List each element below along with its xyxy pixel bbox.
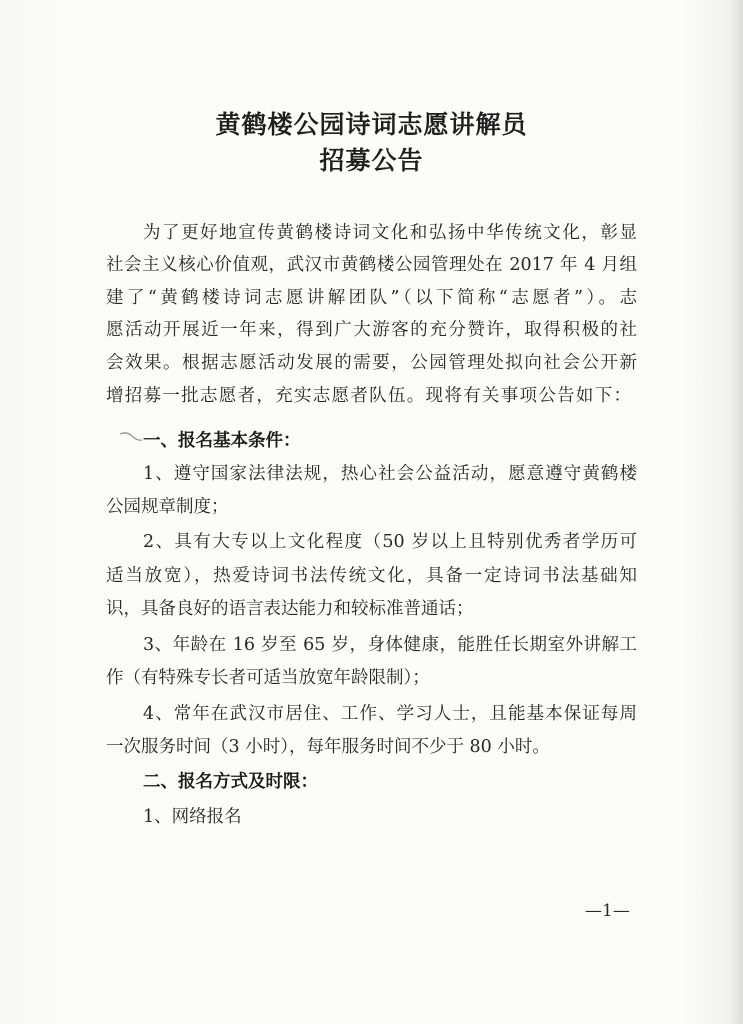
page-number: —1—	[585, 901, 630, 921]
section-1-item-1-line-1: 1、遵守国家法律法规，热心社会公益活动，愿意遵守黄鹤楼	[143, 464, 637, 484]
section-1-item-4-line-2: 一次服务时间（3 小时），每年服务时间不少于 80 小时。	[106, 737, 550, 757]
section-1-item-2-line-1: 2、具有大专以上文化程度（50 岁以上且特别优秀者学历可	[143, 532, 637, 552]
intro-line-5: 会效果。根据志愿活动发展的需要，公园管理处拟向社会公开新	[106, 353, 637, 373]
handwritten-tick-icon	[118, 428, 144, 444]
document-title-line-1: 黄鹤楼公园诗词志愿讲解员	[215, 110, 528, 139]
intro-line-1: 为了更好地宣传黄鹤楼诗词文化和弘扬中华传统文化，彰显	[143, 223, 637, 243]
section-1-heading: 一、报名基本条件：	[143, 431, 301, 451]
document-title-line-2: 招募公告	[319, 146, 424, 175]
intro-line-4: 愿活动开展近一年来，得到广大游客的充分赞许，取得积极的社	[106, 320, 637, 340]
section-1-item-4-line-1: 4、常年在武汉市居住、工作、学习人士，且能基本保证每周	[143, 704, 637, 724]
section-1-item-1-line-2: 公园规章制度；	[106, 497, 229, 517]
section-1-item-2-line-3: 识，具备良好的语言表达能力和较标准普通话；	[106, 599, 474, 619]
intro-line-3: 建了“黄鹤楼诗词志愿讲解团队”（以下简称“志愿者”）。志	[106, 288, 637, 308]
intro-line-2: 社会主义核心价值观，武汉市黄鹤楼公园管理处在 2017 年 4 月组	[106, 255, 637, 275]
section-1-item-3-line-2: 作（有特殊专长者可适当放宽年龄限制）；	[106, 668, 430, 688]
intro-line-6: 增招募一批志愿者，充实志愿者队伍。现将有关事项公告如下：	[106, 386, 631, 406]
section-1-item-3-line-1: 3、年龄在 16 岁至 65 岁，身体健康，能胜任长期室外讲解工	[143, 635, 637, 655]
section-1-item-2-line-2: 适当放宽），热爱诗词书法传统文化，具备一定诗词书法基础知	[106, 566, 637, 586]
section-2-heading: 二、报名方式及时限：	[143, 772, 318, 792]
section-2-item-1: 1、网络报名	[143, 807, 242, 827]
